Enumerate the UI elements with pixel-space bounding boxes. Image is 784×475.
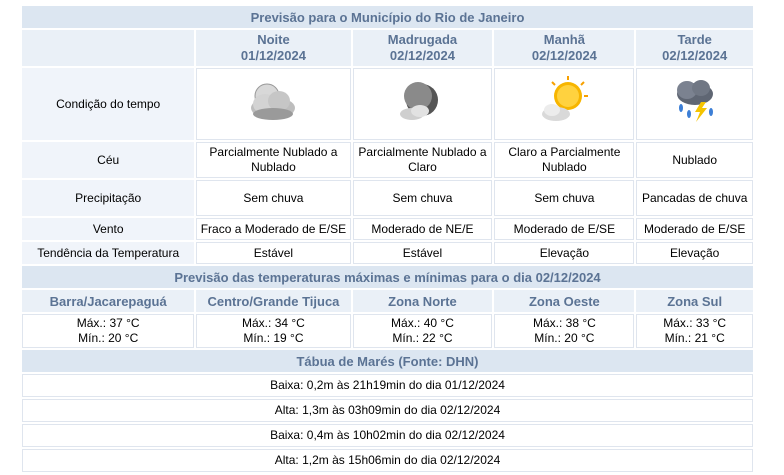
- tides-title: Tábua de Marés (Fonte: DHN): [22, 350, 753, 372]
- zone-temps: [22, 314, 194, 348]
- tendencia-cell: Estável: [353, 242, 493, 264]
- min-temp: Mín.: 20 °C: [534, 331, 595, 345]
- tendencia-cell: Estável: [196, 242, 350, 264]
- period-header: [494, 30, 634, 66]
- row-label-condicao: Condição do tempo: [22, 68, 194, 140]
- max-temp: Máx.: 38 °C: [532, 316, 596, 330]
- row-label-precip: Precipitação: [22, 180, 194, 216]
- period-header: [196, 30, 350, 66]
- period-date: 01/12/2024: [240, 48, 306, 63]
- forecast-panel: [20, 4, 755, 474]
- partly-sunny-icon: [534, 74, 594, 130]
- tendencia-cell: Elevação: [494, 242, 634, 264]
- precip-cell: Pancadas de chuva: [636, 180, 753, 216]
- period-date: 02/12/2024: [531, 48, 597, 63]
- thunderstorm-icon: [665, 74, 725, 130]
- zone-temps: [353, 314, 493, 348]
- vento-cell: Moderado de NE/E: [353, 218, 493, 240]
- vento-cell: Moderado de E/SE: [494, 218, 634, 240]
- precip-cell: Sem chuva: [353, 180, 493, 216]
- max-temp: Máx.: 33 °C: [663, 316, 727, 330]
- temps-title: Previsão das temperaturas máximas e mínimas para o dia 02/12/2024: [22, 266, 753, 288]
- min-temp: Mín.: 19 °C: [243, 331, 304, 345]
- tide-row: Alta: 1,3m às 03h09min do dia 02/12/2024: [22, 399, 753, 422]
- min-temp: Mín.: 22 °C: [392, 331, 453, 345]
- tide-row: Baixa: 0,4m às 10h02min do dia 02/12/2024: [22, 424, 753, 447]
- row-label-ceu: Céu: [22, 142, 194, 178]
- forecast-title: Previsão para o Município do Rio de Janeiro: [22, 6, 753, 28]
- max-temp: Máx.: 40 °C: [391, 316, 454, 330]
- partly-cloudy-night-icon: [243, 74, 303, 130]
- zone-name: Zona Norte: [353, 290, 493, 312]
- vento-cell: Fraco a Moderado de E/SE: [196, 218, 350, 240]
- period-header: [636, 30, 753, 66]
- zone-temps: [494, 314, 634, 348]
- period-name: Noite: [257, 32, 290, 47]
- condition-cell: [494, 68, 634, 140]
- max-temp: Máx.: 34 °C: [242, 316, 305, 330]
- period-date: 02/12/2024: [662, 48, 728, 63]
- period-name: Manhã: [543, 32, 585, 47]
- empty-corner: [22, 30, 194, 66]
- ceu-cell: Parcialmente Nublado a Nublado: [196, 142, 350, 178]
- ceu-cell: Claro a Parcialmente Nublado: [494, 142, 634, 178]
- min-temp: Mín.: 20 °C: [78, 331, 139, 345]
- precip-cell: Sem chuva: [196, 180, 350, 216]
- cloudy-moon-icon: [392, 74, 452, 130]
- condition-cell: [353, 68, 493, 140]
- period-name: Madrugada: [387, 32, 458, 47]
- zone-name: Zona Oeste: [494, 290, 634, 312]
- tendencia-cell: Elevação: [636, 242, 753, 264]
- tide-row: Baixa: 0,2m às 21h19min do dia 01/12/2024: [22, 374, 753, 397]
- tide-row: Alta: 1,2m às 15h06min do dia 02/12/2024: [22, 449, 753, 472]
- zone-name: Centro/Grande Tijuca: [196, 290, 350, 312]
- period-date: 02/12/2024: [389, 48, 455, 63]
- max-temp: Máx.: 37 °C: [76, 316, 140, 330]
- min-temp: Mín.: 21 °C: [664, 331, 725, 345]
- zone-temps: [196, 314, 350, 348]
- ceu-cell: Nublado: [636, 142, 753, 178]
- ceu-cell: Parcialmente Nublado a Claro: [353, 142, 493, 178]
- forecast-table: [20, 4, 755, 474]
- vento-cell: Moderado de E/SE: [636, 218, 753, 240]
- period-header: [353, 30, 493, 66]
- condition-cell: [636, 68, 753, 140]
- zone-name: Barra/Jacarepaguá: [22, 290, 194, 312]
- zone-name: Zona Sul: [636, 290, 753, 312]
- row-label-vento: Vento: [22, 218, 194, 240]
- period-name: Tarde: [677, 32, 712, 47]
- zone-temps: [636, 314, 753, 348]
- precip-cell: Sem chuva: [494, 180, 634, 216]
- row-label-tendencia: Tendência da Temperatura: [22, 242, 194, 264]
- condition-cell: [196, 68, 350, 140]
